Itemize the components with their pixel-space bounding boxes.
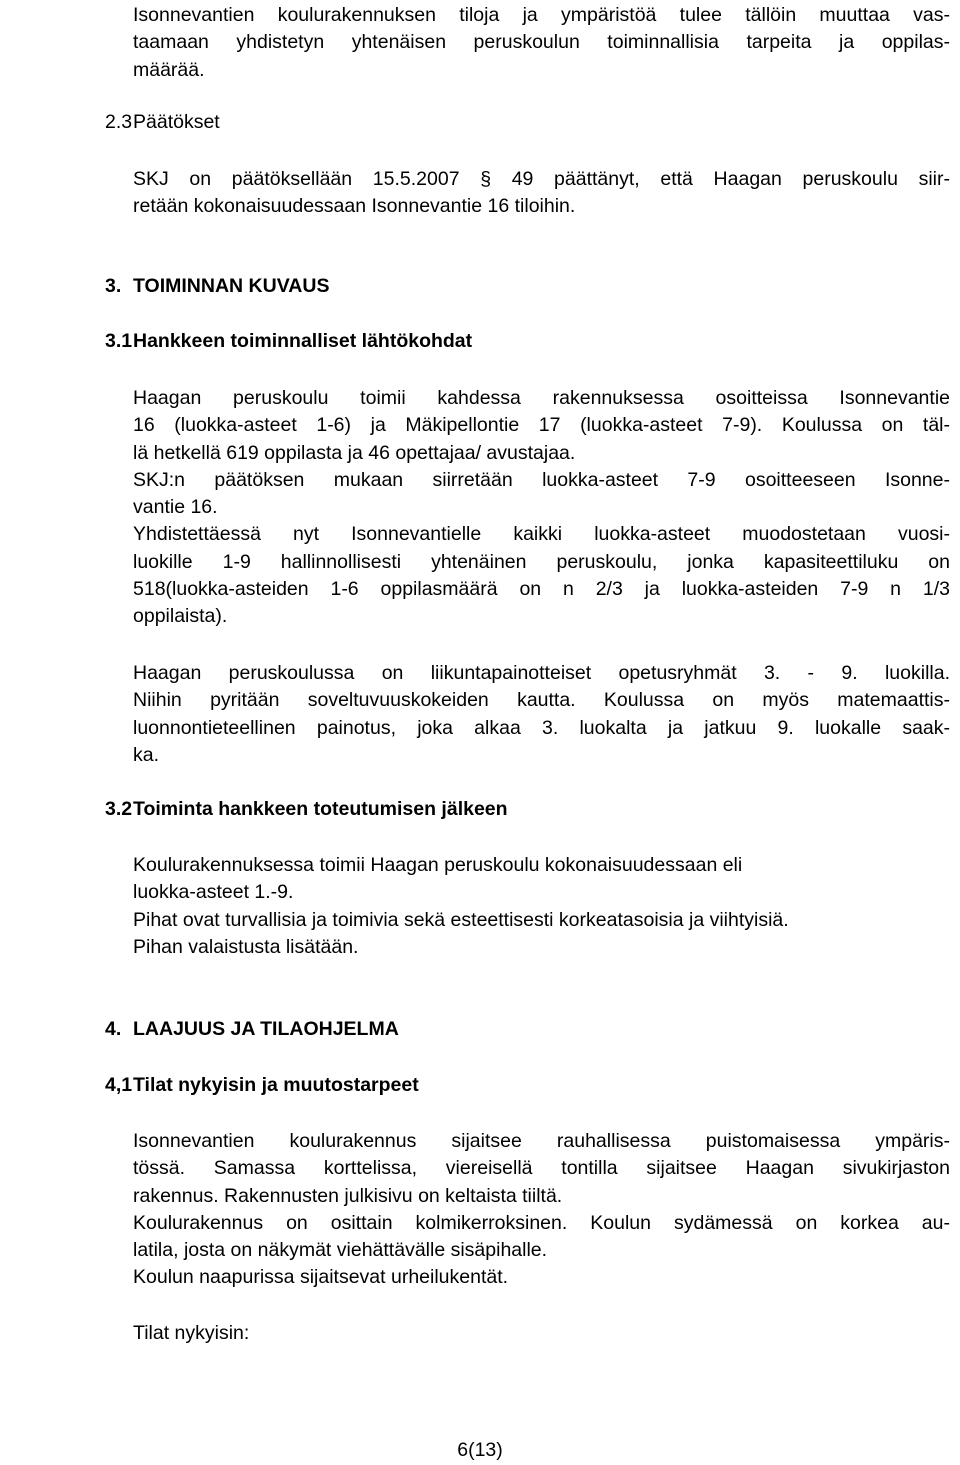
text-line: Isonnevantien koulurakennus sijaitsee rauhallisessa puistomaisessa ympäris- (133, 1130, 950, 1152)
lahtokohdat-paragraph-2 (133, 660, 950, 769)
tilat-nykyisin-label: Tilat nykyisin: (133, 1322, 250, 1344)
text-line: SKJ on päätöksellään 15.5.2007 § 49 päättänyt, että Haagan peruskoulu siir- (133, 168, 950, 190)
section-number-3-1: 3.1 (105, 330, 133, 352)
page-number: 6(13) (457, 1439, 503, 1461)
section-title-tilat-nykyisin: Tilat nykyisin ja muutostarpeet (133, 1074, 419, 1096)
text-line: latila, josta on näkymät viehättävälle sisäpihalle. (133, 1239, 548, 1262)
section-title-toteutumisen-jalkeen: Toiminta hankkeen toteutumisen jälkeen (133, 798, 508, 820)
text-line: Niihin pyritään soveltuvuuskokeiden kautta. Koulussa on myös matemaattis- (133, 689, 950, 712)
section-number-4: 4. (105, 1018, 122, 1040)
section-title-laajuus: LAAJUUS JA TILAOHJELMA (133, 1018, 399, 1040)
text-line: Koulun naapurissa sijaitsevat urheilukentät. (133, 1266, 509, 1289)
text-line: luokille 1-9 hallinnollisesti yhtenäinen peruskoulu, jonka kapasiteettiluku on (133, 550, 950, 573)
text-line: Pihan valaistusta lisätään. (133, 935, 359, 958)
text-line: tössä. Samassa korttelissa, viereisellä tontilla sijaitsee Haagan sivukirjaston (133, 1157, 950, 1180)
text-line: Koulurakennuksessa toimii Haagan peruskoulu kokonaisuudessaan eli (133, 854, 743, 876)
text-line: määrää. (133, 58, 205, 81)
text-line: Haagan peruskoulussa on liikuntapainotteiset opetusryhmät 3. - 9. luokilla. (133, 662, 950, 684)
intro-paragraph (133, 2, 950, 84)
section-title-lahtokohdat: Hankkeen toiminnalliset lähtökohdat (133, 330, 473, 352)
text-line: Koulurakennus on osittain kolmikerroksinen. Koulun sydämessä on korkea au- (133, 1211, 950, 1234)
text-line: taamaan yhdistetyn yhtenäisen peruskoulun toiminnallisia tarpeita ja oppilas- (133, 31, 950, 54)
text-line: rakennus. Rakennusten julkisivu on keltaista tiiltä. (133, 1184, 563, 1207)
text-line: retään kokonaisuudessaan Isonnevantie 16 tiloihin. (133, 195, 576, 218)
section-title-paatokset: Päätökset (133, 111, 220, 133)
lahtokohdat-paragraph-1 (133, 385, 950, 631)
section-number-2-3: 2.3 (105, 111, 133, 133)
text-line: ka. (133, 743, 160, 766)
section-number-3: 3. (105, 275, 122, 297)
text-line: luonnontieteellinen painotus, joka alkaa 3. luokalta ja jatkuu 9. luokalle saak- (133, 716, 950, 739)
paatokset-paragraph (133, 166, 950, 221)
tilat-nykyisin-label-block (133, 1320, 950, 1347)
toteutumisen-jalkeen-paragraph (133, 852, 950, 961)
text-line: lä hetkellä 619 oppilasta ja 46 opettajaa/ avustajaa. (133, 441, 576, 464)
text-line: SKJ:n päätöksen mukaan siirretään luokka-asteet 7-9 osoitteeseen Isonne- (133, 468, 950, 491)
text-line: Yhdistettäessä nyt Isonnevantielle kaikki luokka-asteet muodostetaan vuosi- (133, 523, 950, 546)
text-line: luokka-asteet 1.-9. (133, 881, 294, 904)
text-line: Pihat ovat turvallisia ja toimivia sekä esteettisesti korkeatasoisia ja viihtyisiä. (133, 908, 789, 931)
section-number-3-2: 3.2 (105, 798, 133, 820)
text-line: vantie 16. (133, 496, 218, 519)
text-line: 518(luokka-asteiden 1-6 oppilasmäärä on n 2/3 ja luokka-asteiden 7-9 n 1/3 (133, 578, 950, 601)
text-line: 16 (luokka-asteet 1-6) ja Mäkipellontie 17 (luokka-asteet 7-9). Koulussa on täl- (133, 414, 950, 437)
text-line: Isonnevantien koulurakennuksen tiloja ja ympäristöä tulee tällöin muuttaa vas- (133, 4, 950, 26)
text-line: Haagan peruskoulu toimii kahdessa rakennuksessa osoitteissa Isonnevantie (133, 387, 950, 409)
section-title-toiminnan-kuvaus: TOIMINNAN KUVAUS (133, 275, 330, 297)
tilat-paragraph (133, 1128, 950, 1292)
section-number-4-1: 4,1 (105, 1074, 133, 1096)
text-line: oppilaista). (133, 605, 228, 628)
